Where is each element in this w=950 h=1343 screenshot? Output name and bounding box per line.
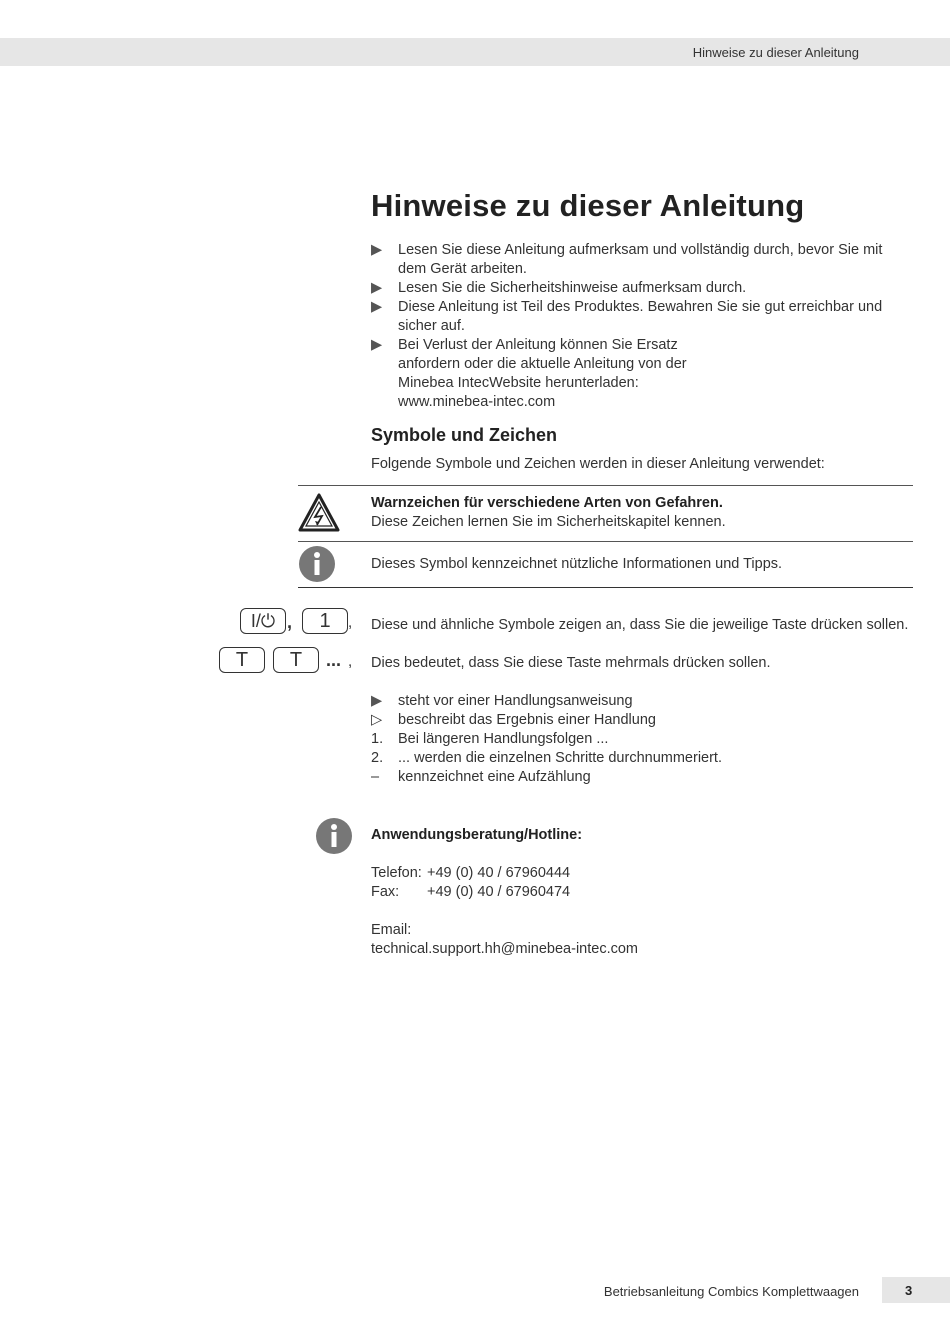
- warning-title: Warnzeichen für verschiedene Arten von Gefahren.: [371, 495, 723, 511]
- info-icon: [315, 817, 353, 855]
- warning-description: [371, 494, 726, 532]
- dash-marker: –: [371, 769, 380, 785]
- repeat-keys-description: Dies bedeutet, dass Sie diese Taste mehrmals drücken sollen.: [371, 655, 771, 671]
- phone-label: Telefon:: [371, 865, 422, 881]
- fax-number: +49 (0) 40 / 67960474: [427, 884, 571, 900]
- section-heading: Symbole und Zeichen: [371, 425, 558, 445]
- digit-one-key: 1: [302, 608, 348, 634]
- triangle-marker-icon: ▶: [371, 242, 383, 258]
- divider: [298, 587, 913, 588]
- tare-key: T: [219, 647, 265, 673]
- divider: [298, 541, 913, 542]
- footer-doc-title: Betriebsanleitung Combics Komplettwaagen: [603, 1284, 859, 1299]
- footer-page-box: [882, 1277, 950, 1303]
- running-header: Hinweise zu dieser Anleitung: [692, 45, 859, 60]
- triangle-marker-icon: ▶: [371, 693, 383, 709]
- list-item: ▶ Lesen Sie die Sicherheitshinweise aufmerksam durch.: [371, 280, 747, 296]
- warning-text: Diese Zeichen lernen Sie im Sicherheitskapitel kennen.: [371, 514, 726, 530]
- tare-key: T: [273, 647, 319, 673]
- list-item: ▶ Lesen Sie diese Anleitung aufmerksam und vollständig durch, bevor Sie mit dem Gerät arbeiten.: [371, 242, 883, 277]
- info-icon: [298, 545, 336, 583]
- number-marker: 2.: [371, 750, 384, 766]
- list-item: ▶ Diese Anleitung ist Teil des Produktes. Bewahren Sie sie gut erreichbar und sicher auf.: [371, 299, 883, 334]
- page-number: 3: [905, 1283, 913, 1298]
- conventions-list: [371, 692, 901, 787]
- list-item: 1. Bei längeren Handlungsfolgen ...: [371, 731, 609, 747]
- triangle-marker-icon: ▶: [371, 280, 383, 296]
- fax-line: [371, 883, 638, 902]
- number-marker: 1.: [371, 731, 384, 747]
- list-item: ▶ Bei Verlust der Anleitung können Sie Ersatz anfordern oder die aktuelle Anleitung von der Minebea IntecWebsite herunterladen: www.minebea-intec.com: [371, 337, 687, 410]
- phone-number: +49 (0) 40 / 67960444: [427, 865, 571, 881]
- fax-label: Fax:: [371, 884, 400, 900]
- triangle-marker-icon: ▶: [371, 299, 383, 315]
- email-address: technical.support.hh@minebea-intec.com: [371, 941, 638, 957]
- separator-comma: ,: [348, 653, 353, 670]
- hotline-contacts: [371, 864, 638, 959]
- keys-description: Diese und ähnliche Symbole zeigen an, dass Sie die jeweilige Taste drücken sollen.: [371, 617, 909, 633]
- list-item: – kennzeichnet eine Aufzählung: [371, 769, 591, 785]
- ellipsis: ...: [326, 650, 342, 670]
- power-key: I/⏻: [240, 608, 286, 634]
- hotline-title: Anwendungsberatung/Hotline:: [371, 827, 583, 843]
- intro-list: [371, 241, 901, 412]
- page-title: Hinweise zu dieser Anleitung: [371, 188, 805, 223]
- list-item: 2. ... werden die einzelnen Schritte durchnummeriert.: [371, 750, 722, 766]
- outline-triangle-marker-icon: ▷: [371, 712, 383, 728]
- info-description: Dieses Symbol kennzeichnet nützliche Informationen und Tipps.: [371, 556, 783, 572]
- separator-comma: ,: [287, 612, 293, 632]
- divider: [298, 485, 913, 486]
- separator-comma: ,: [348, 614, 353, 631]
- list-item: ▷ beschreibt das Ergebnis einer Handlung: [371, 712, 656, 728]
- email-label: Email:: [371, 922, 412, 938]
- warning-triangle-icon: [298, 493, 340, 533]
- list-item: ▶ steht vor einer Handlungsanweisung: [371, 693, 633, 709]
- symbols-intro: Folgende Symbole und Zeichen werden in dieser Anleitung verwendet:: [371, 456, 825, 472]
- phone-line: [371, 864, 638, 883]
- triangle-marker-icon: ▶: [371, 337, 383, 353]
